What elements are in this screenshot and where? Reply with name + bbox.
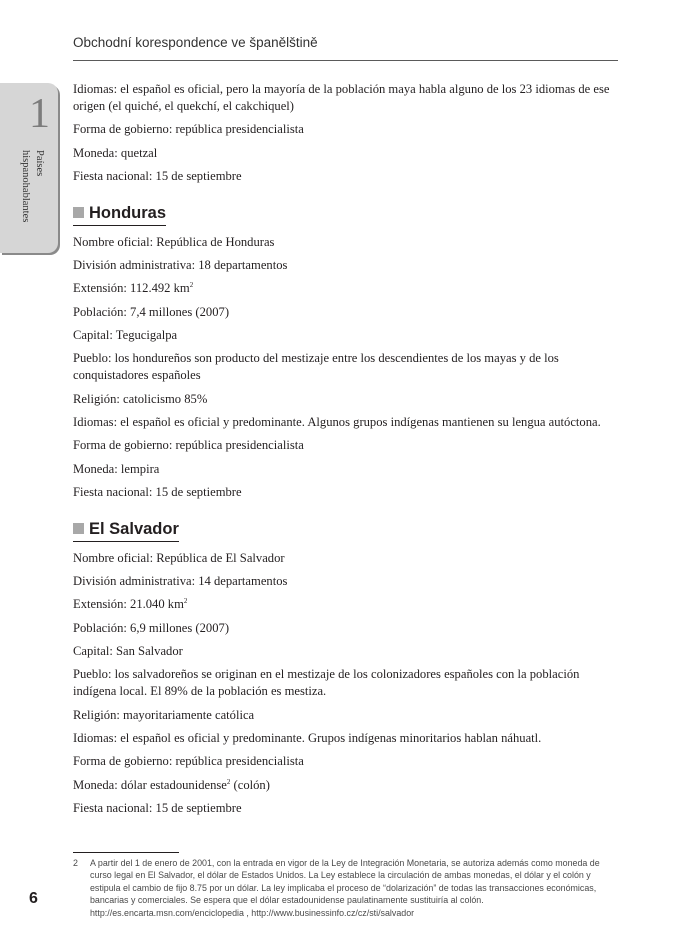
honduras-extension xyxy=(73,280,621,297)
footnote-rule xyxy=(73,852,179,853)
honduras-extension-text: Extensión: 112.492 km xyxy=(73,281,190,296)
el-salvador-section xyxy=(73,519,621,817)
footnote-body xyxy=(90,857,621,919)
guatemala-currency: Moneda: quetzal xyxy=(73,145,158,160)
honduras-section xyxy=(73,203,621,501)
honduras-capital: Capital: Tegucigalpa xyxy=(73,328,178,343)
el-salvador-religion: Religión: mayoritariamente católica xyxy=(73,707,255,722)
guatemala-government: Forma de gobierno: república presidencialista xyxy=(73,122,304,137)
honduras-holiday: Fiesta nacional: 15 de septiembre xyxy=(73,484,242,499)
el-salvador-heading xyxy=(73,519,179,542)
guatemala-languages: Idiomas: el español es oficial, pero la mayoría de la población maya habla alguno de los 23 idiomas de ese origen (el quiché, el quekchí, el cakchiquel) xyxy=(73,82,610,113)
footnote-mark: 2 xyxy=(73,858,78,868)
el-salvador-extension xyxy=(73,596,621,613)
el-salvador-currency-tail: (colón) xyxy=(230,777,270,792)
chapter-number: 1 xyxy=(29,91,50,137)
guatemala-tail xyxy=(73,81,621,185)
el-salvador-division: División administrativa: 14 departamentos xyxy=(73,574,288,589)
el-salvador-capital: Capital: San Salvador xyxy=(73,644,183,659)
honduras-government: Forma de gobierno: república presidencialista xyxy=(73,438,304,453)
el-salvador-currency xyxy=(73,777,621,794)
honduras-heading xyxy=(73,203,166,226)
el-salvador-people: Pueblo: los salvadoreños se originan en el mestizaje de los colonizadores españoles con la población indígena local. El 89% de la población es mestiza. xyxy=(73,667,580,699)
el-salvador-official-name: Nombre oficial: República de El Salvador xyxy=(73,550,285,565)
el-salvador-currency-text: Moneda: dólar estadounidense xyxy=(73,777,227,792)
page-content xyxy=(73,81,621,823)
el-salvador-languages: Idiomas: el español es oficial y predominante. Grupos indígenas minoritarios hablan náhuatl. xyxy=(73,730,542,745)
honduras-official-name: Nombre oficial: República de Honduras xyxy=(73,234,275,249)
header-rule xyxy=(73,60,618,61)
chapter-label: Países hispanohablantes xyxy=(20,150,45,223)
footnote-reference: 2 xyxy=(226,777,231,786)
el-salvador-extension-text: Extensión: 21.040 km xyxy=(73,597,184,612)
honduras-extension-sup: 2 xyxy=(189,281,194,290)
el-salvador-government: Forma de gobierno: república presidencialista xyxy=(73,754,304,769)
el-salvador-population: Población: 6,9 millones (2007) xyxy=(73,620,230,635)
heading-square-icon xyxy=(73,523,84,534)
honduras-heading-text: Honduras xyxy=(89,203,167,222)
footnote-links: http://es.encarta.msn.com/enciclopedia , http://www.businessinfo.cz/cz/sti/salvador xyxy=(90,907,415,918)
honduras-currency: Moneda: lempira xyxy=(73,461,160,476)
guatemala-holiday: Fiesta nacional: 15 de septiembre xyxy=(73,168,242,183)
footnote-text: A partir del 1 de enero de 2001, con la entrada en vigor de la Ley de Integración Monetaria, se autoriza además como moneda de curso legal en El Salvador, el dólar de Estados Unidos. La Ley establece la circulación de ambas monedas, el dólar y el colón y estipula el cambio de fijo 8.75 por un dólar. La ley implicaba el proceso de “dolarización” de todas las transacciones económicas, bancarias y comerciales. Se espera que el dólar estadounidense paulatinamente sustituiría al colón. xyxy=(90,858,600,906)
running-header: Obchodní korespondence ve španělštině xyxy=(73,35,318,50)
heading-square-icon xyxy=(73,207,84,218)
el-salvador-extension-sup: 2 xyxy=(183,597,188,606)
footnote xyxy=(73,857,621,919)
honduras-people: Pueblo: los hondureños son producto del mestizaje entre los descendientes de los mayas y de los conquistadores españoles xyxy=(73,351,559,383)
honduras-languages: Idiomas: el español es oficial y predominante. Algunos grupos indígenas mantienen su lengua autóctona. xyxy=(73,414,601,429)
honduras-division: División administrativa: 18 departamentos xyxy=(73,258,288,273)
page-number: 6 xyxy=(29,890,38,907)
el-salvador-holiday: Fiesta nacional: 15 de septiembre xyxy=(73,800,242,815)
honduras-religion: Religión: catolicismo 85% xyxy=(73,391,208,406)
honduras-population: Población: 7,4 millones (2007) xyxy=(73,304,230,319)
el-salvador-heading-text: El Salvador xyxy=(89,519,179,538)
